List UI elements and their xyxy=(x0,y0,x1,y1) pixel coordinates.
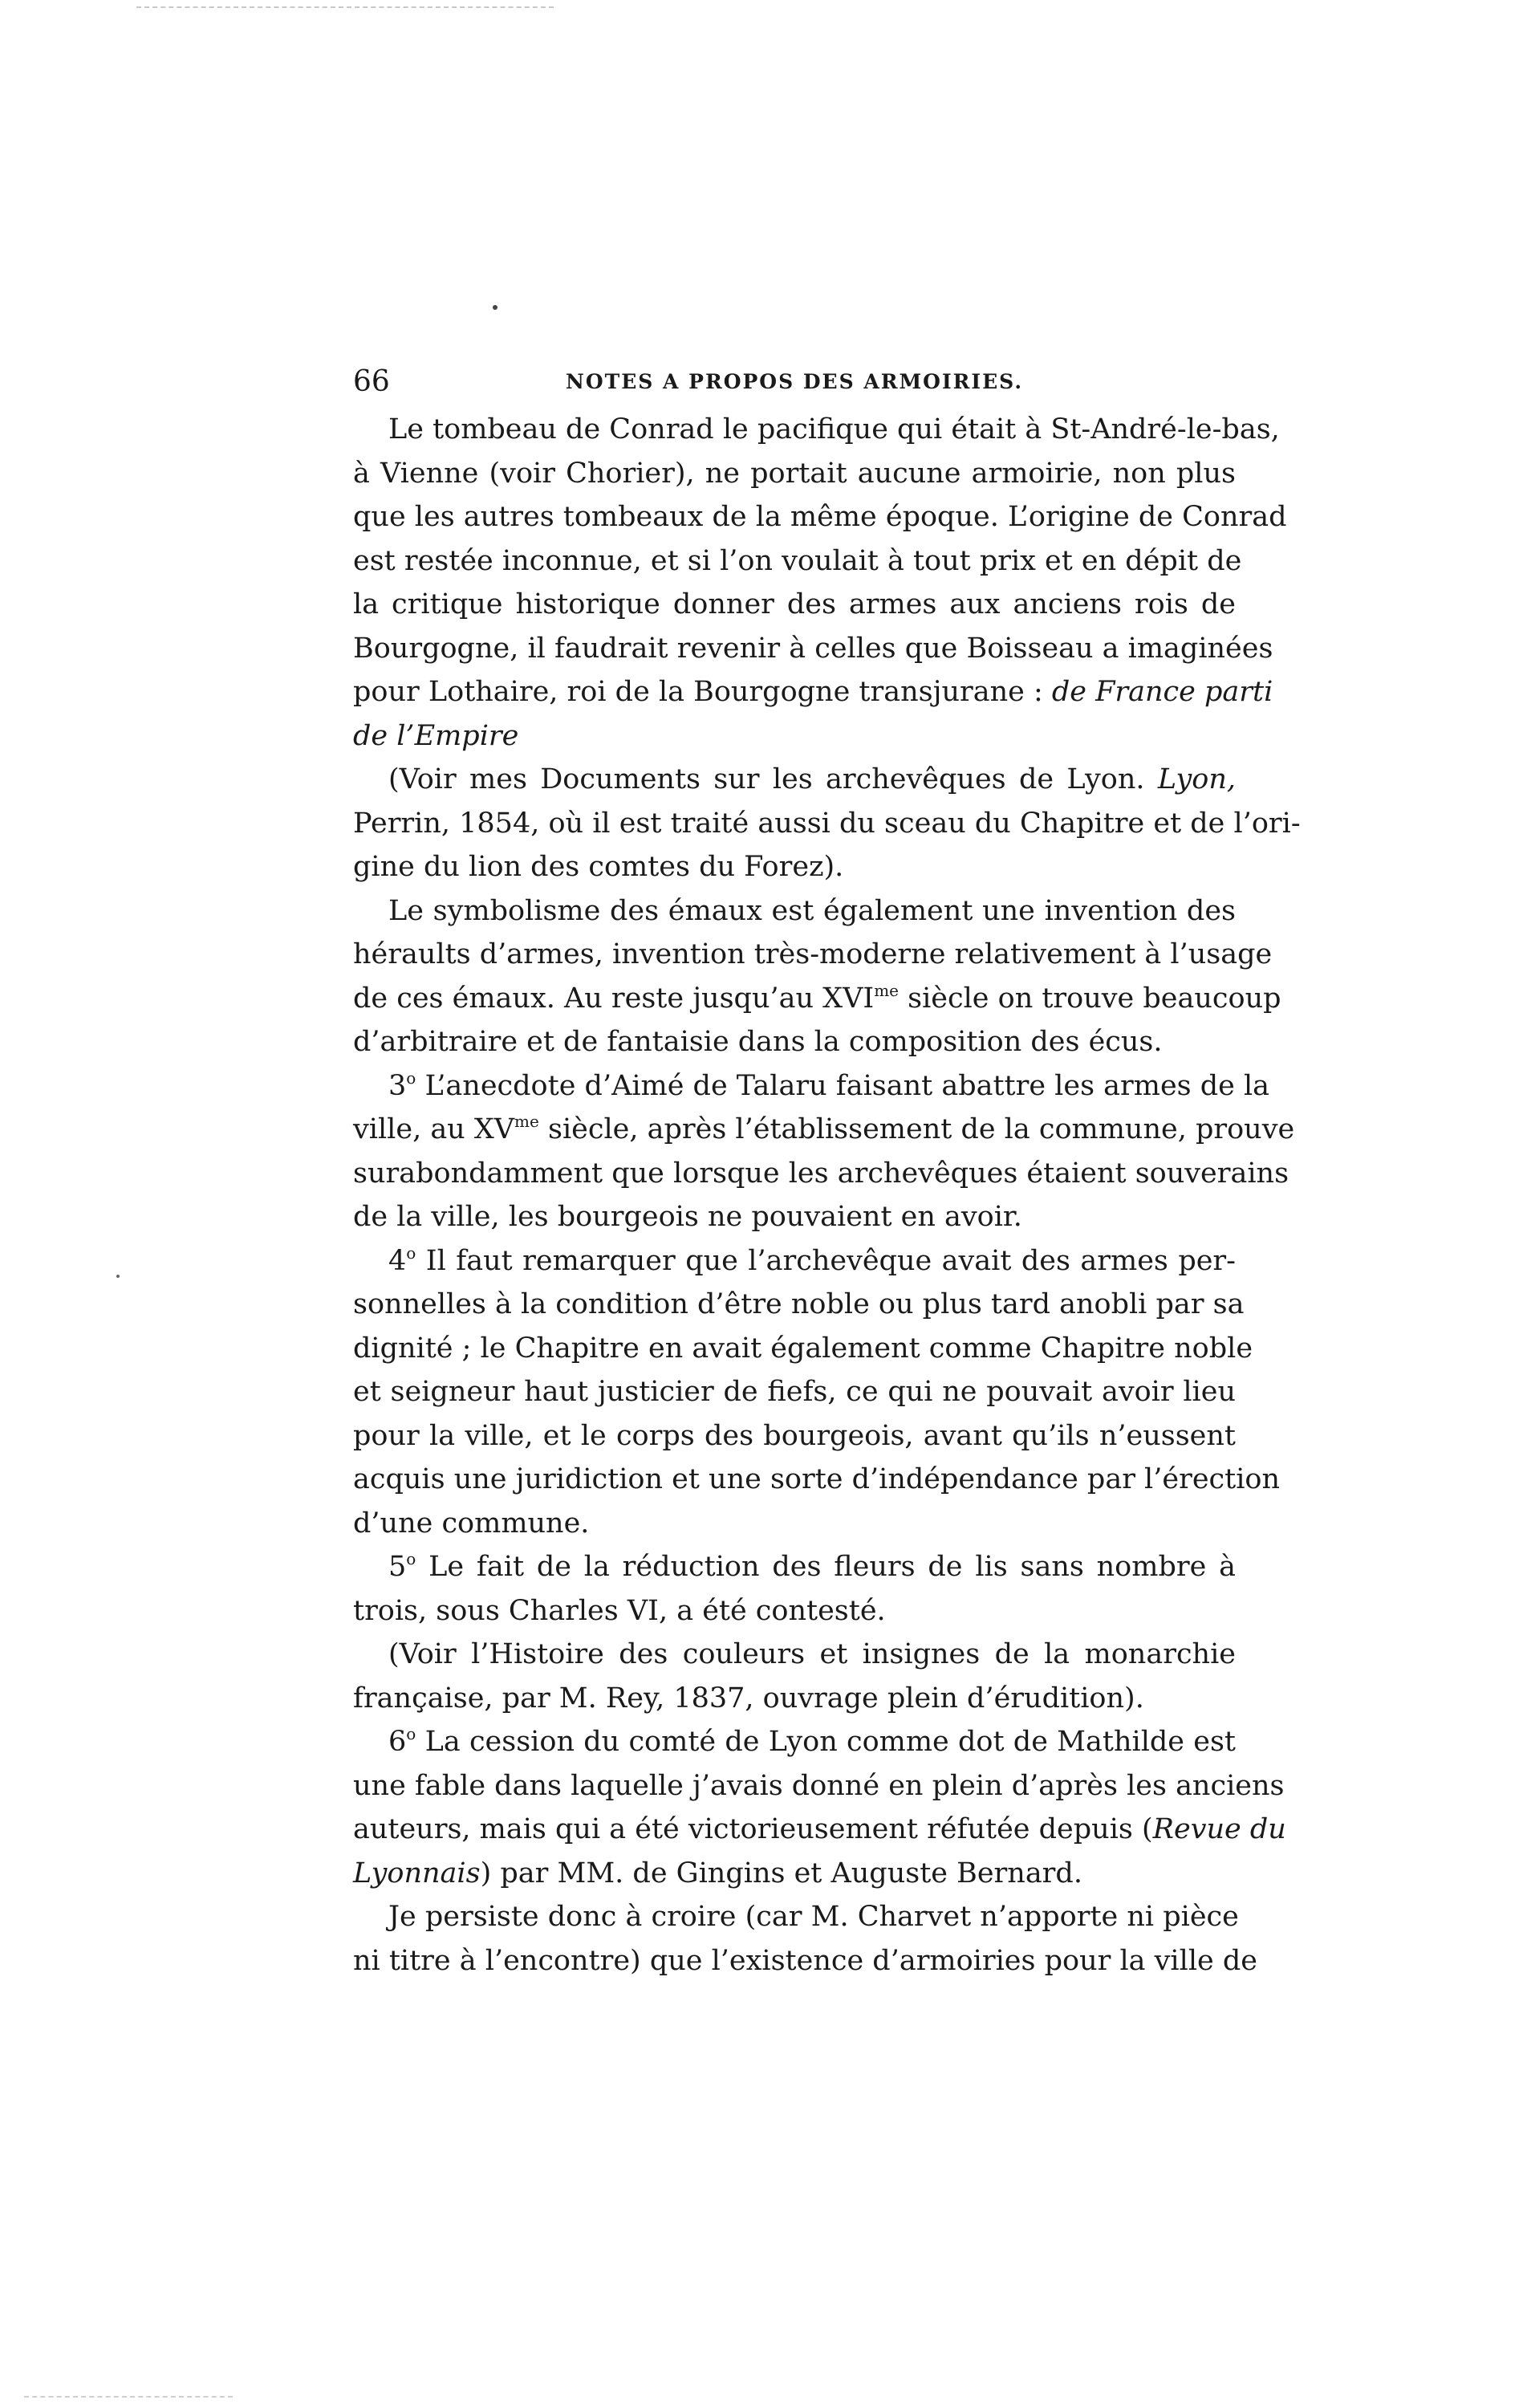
text-line: la critique historique donner des armes aux anciens rois de xyxy=(353,588,1236,620)
text-line: Le symbolisme des émaux est également une invention des xyxy=(388,894,1236,927)
text-line: gine du lion des comtes du Forez). xyxy=(353,851,844,883)
paragraph xyxy=(353,758,1301,889)
text-line: Bourgogne, il faudrait revenir à celles que Boisseau a imaginées xyxy=(353,632,1273,665)
scan-artifact-bottom xyxy=(24,2396,233,2399)
text-line: auteurs, mais qui a été victorieusement réfutée depuis (Revue du xyxy=(353,1813,1286,1845)
paragraph xyxy=(353,1720,1286,1895)
text-line: d’une commune. xyxy=(353,1507,590,1540)
text-line: de l’Empire xyxy=(353,719,519,752)
text-line: trois, sous Charles VI, a été contesté. xyxy=(353,1594,886,1627)
text-line: 4$^o$ Il faut remarquer que l’archevêque avait des armes per- xyxy=(388,1243,1236,1277)
text-line: et seigneur haut justicier de fiefs, ce qui ne pouvait avoir lieu xyxy=(353,1376,1236,1408)
text-line: 6$^o$ La cession du comté de Lyon comme dot de Mathilde est xyxy=(388,1724,1236,1758)
body-text xyxy=(353,408,1301,1983)
running-head: NOTES A PROPOS DES ARMOIRIES. xyxy=(566,370,1024,393)
text-line: sonnelles à la condition d’être noble ou plus tard anobli par sa xyxy=(353,1288,1245,1320)
paragraph xyxy=(353,1239,1280,1546)
scan-artifact-dot xyxy=(493,305,497,310)
text-line: à Vienne (voir Chorier), ne portait aucune armoirie, non plus xyxy=(353,457,1236,490)
paragraph xyxy=(353,1064,1295,1239)
paragraph xyxy=(353,1633,1236,1720)
text-line: surabondamment que lorsque les archevêques étaient souverains xyxy=(353,1157,1289,1190)
text-line: dignité ; le Chapitre en avait également comme Chapitre noble xyxy=(353,1332,1253,1365)
text-line: ni titre à l’encontre) que l’existence d’armoiries pour la ville de xyxy=(353,1944,1257,1977)
text-line: que les autres tombeaux de la même époque. L’origine de Conrad xyxy=(353,501,1287,533)
text-line: héraults d’armes, invention très-moderne relativement à l’usage xyxy=(353,938,1273,970)
paragraph xyxy=(353,1545,1236,1633)
text-line: de la ville, les bourgeois ne pouvaient en avoir. xyxy=(353,1201,1022,1233)
scan-artifact-speck xyxy=(116,1275,120,1278)
text-line: d’arbitraire et de fantaisie dans la composition des écus. xyxy=(353,1026,1163,1058)
text-line: Perrin, 1854, où il est traité aussi du sceau du Chapitre et de l’ori- xyxy=(353,807,1301,840)
text-line: Je persiste donc à croire (car M. Charvet n’apporte ni pièce xyxy=(388,1901,1239,1933)
text-line: acquis une juridiction et une sorte d’indépendance par l’érection xyxy=(353,1463,1280,1495)
paragraph xyxy=(353,408,1287,758)
text-line: une fable dans laquelle j’avais donné en plein d’après les anciens xyxy=(353,1769,1285,1802)
text-line: 5$^o$ Le fait de la réduction des fleurs de lis sans nombre à xyxy=(388,1549,1236,1583)
page-header xyxy=(353,363,1236,401)
text-line: Lyonnais) par MM. de Gingins et Auguste Bernard. xyxy=(353,1857,1082,1889)
text-line: Le tombeau de Conrad le pacifique qui était à St-André-le-bas, xyxy=(388,413,1280,445)
text-line: ville, au $XV^{me}$ siècle, après l’établissement de la commune, prouve xyxy=(353,1112,1295,1145)
text-line: de ces émaux. Au reste jusqu’au $XVI^{me}$ siècle on trouve beaucoup xyxy=(353,980,1281,1015)
text-line: pour la ville, et le corps des bourgeois, avant qu’ils n’eussent xyxy=(353,1419,1236,1452)
text-line: pour Lothaire, roi de la Bourgogne transjurane : de France parti xyxy=(353,676,1273,708)
text-line: (Voir l’Histoire des couleurs et insignes de la monarchie xyxy=(388,1638,1236,1670)
paragraph xyxy=(353,1895,1257,1983)
page-number: 66 xyxy=(353,365,390,398)
text-line: 3$^o$ L’anecdote d’Aimé de Talaru faisant abattre les armes de la xyxy=(388,1068,1270,1102)
paragraph xyxy=(353,889,1281,1064)
text-line: française, par M. Rey, 1837, ouvrage plein d’érudition). xyxy=(353,1682,1144,1714)
text-line: (Voir mes Documents sur les archevêques de Lyon. Lyon, xyxy=(388,763,1236,795)
scan-artifact-top xyxy=(136,6,554,10)
text-line: est restée inconnue, et si l’on voulait à tout prix et en dépit de xyxy=(353,544,1242,577)
